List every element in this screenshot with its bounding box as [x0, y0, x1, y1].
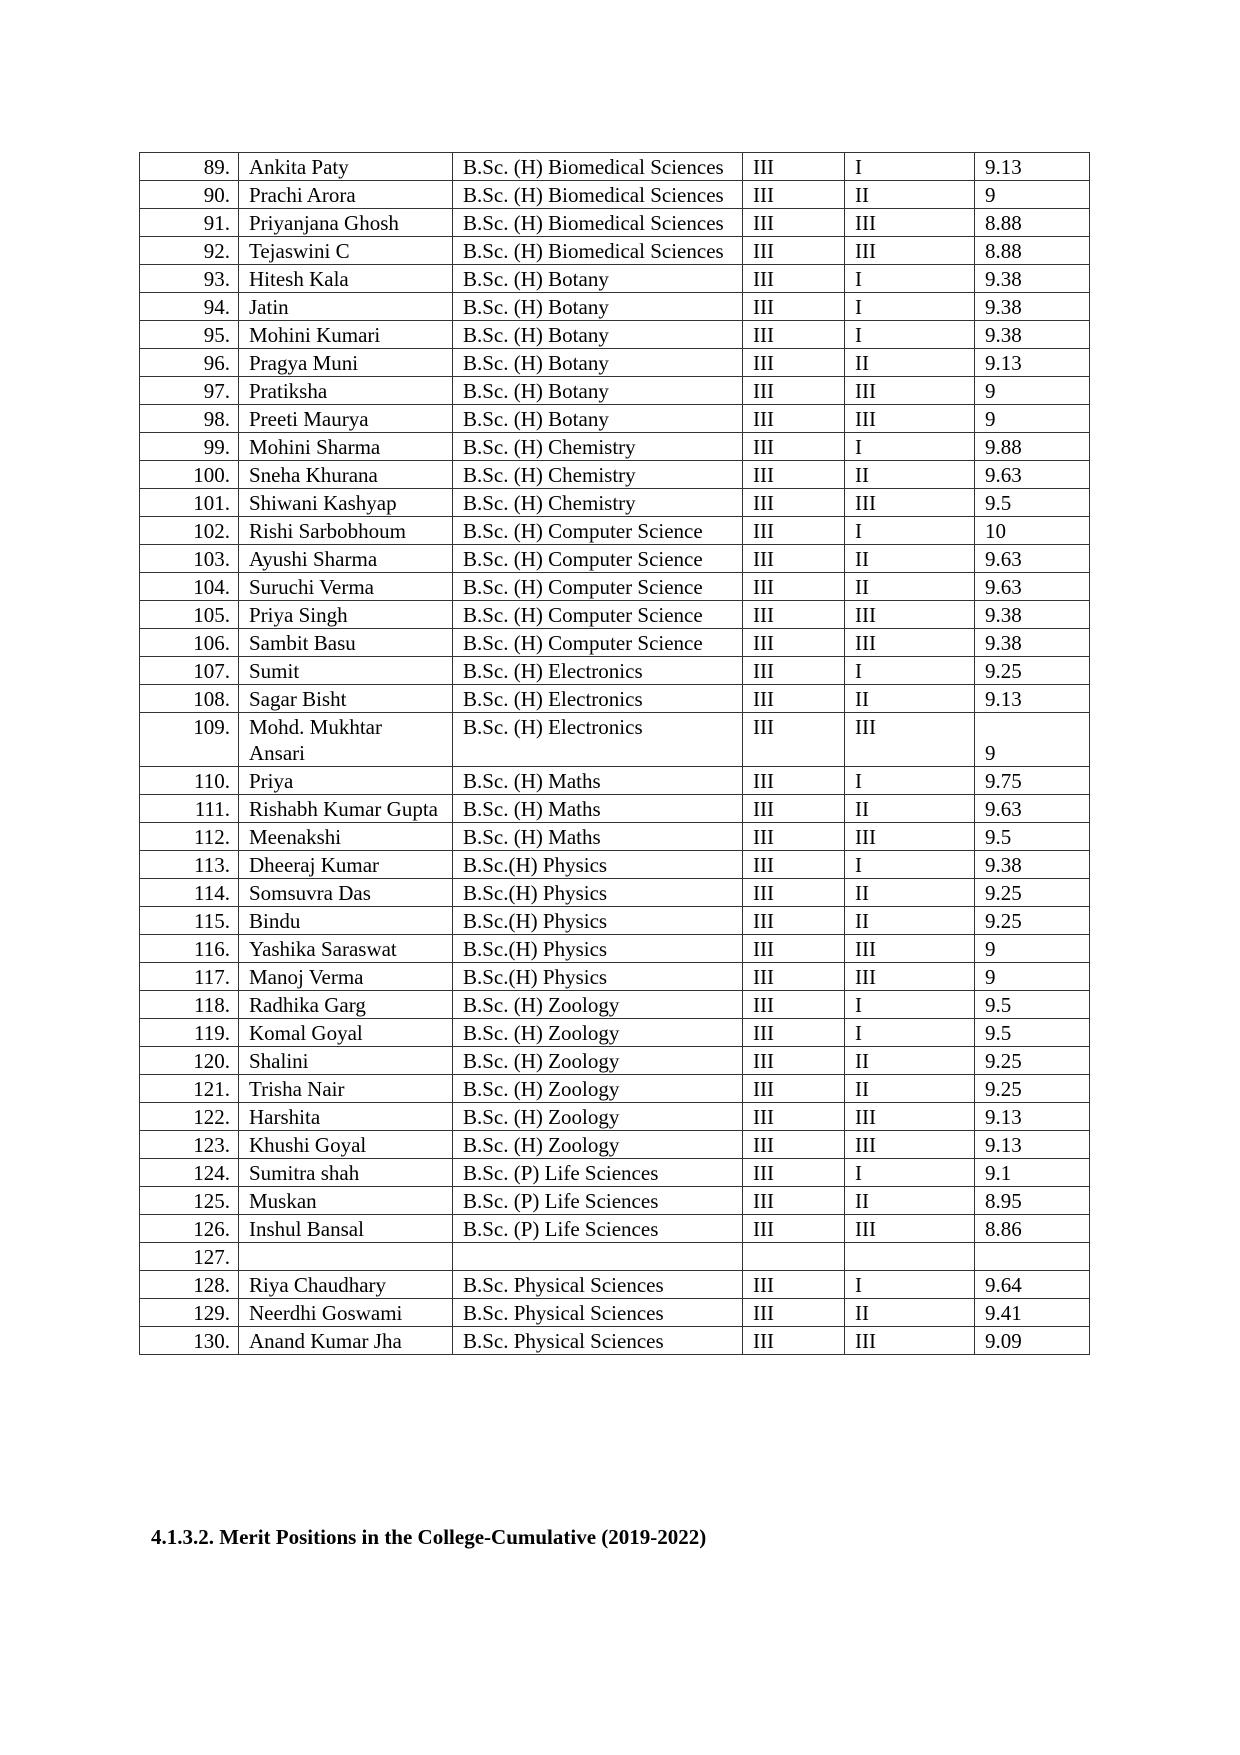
position-cell: III	[845, 1131, 975, 1159]
student-name-cell: Trisha Nair	[239, 1075, 453, 1103]
student-name-cell: Sagar Bisht	[239, 685, 453, 713]
table-row	[140, 1159, 1090, 1187]
score-cell: 9.09	[975, 1327, 1090, 1355]
student-name-cell: Khushi Goyal	[239, 1131, 453, 1159]
position-cell: III	[845, 713, 975, 767]
table-row	[140, 1187, 1090, 1215]
position-cell: II	[845, 181, 975, 209]
serial-number-cell: 105.	[140, 601, 239, 629]
year-cell: III	[743, 321, 845, 349]
position-cell: III	[845, 237, 975, 265]
serial-number-cell: 104.	[140, 573, 239, 601]
serial-number-cell: 106.	[140, 629, 239, 657]
score-cell: 9.63	[975, 795, 1090, 823]
position-cell	[845, 1243, 975, 1271]
serial-number-cell: 115.	[140, 907, 239, 935]
year-cell: III	[743, 293, 845, 321]
serial-number-cell: 90.	[140, 181, 239, 209]
student-name-cell: Riya Chaudhary	[239, 1271, 453, 1299]
position-cell: II	[845, 461, 975, 489]
score-cell: 9.13	[975, 685, 1090, 713]
course-cell: B.Sc. (H) Zoology	[453, 991, 743, 1019]
serial-number-cell: 96.	[140, 349, 239, 377]
year-cell: III	[743, 991, 845, 1019]
merit-table-body	[140, 153, 1090, 1355]
table-row	[140, 907, 1090, 935]
year-cell: III	[743, 517, 845, 545]
year-cell	[743, 1243, 845, 1271]
student-name-cell: Pratiksha	[239, 377, 453, 405]
year-cell: III	[743, 573, 845, 601]
table-row	[140, 153, 1090, 181]
score-cell: 9.5	[975, 489, 1090, 517]
course-cell: B.Sc. (H) Zoology	[453, 1047, 743, 1075]
course-cell: B.Sc. (H) Computer Science	[453, 545, 743, 573]
score-cell: 9.38	[975, 293, 1090, 321]
serial-number-cell: 129.	[140, 1299, 239, 1327]
serial-number-cell: 118.	[140, 991, 239, 1019]
student-name-cell: Shiwani Kashyap	[239, 489, 453, 517]
course-cell: B.Sc. (H) Zoology	[453, 1075, 743, 1103]
merit-table	[139, 152, 1090, 1355]
year-cell: III	[743, 489, 845, 517]
score-cell: 9.25	[975, 1047, 1090, 1075]
position-cell: I	[845, 321, 975, 349]
score-cell: 9.25	[975, 907, 1090, 935]
position-cell: II	[845, 795, 975, 823]
table-row	[140, 1047, 1090, 1075]
student-name-cell: Sambit Basu	[239, 629, 453, 657]
score-cell: 8.95	[975, 1187, 1090, 1215]
course-cell: B.Sc. (P) Life Sciences	[453, 1159, 743, 1187]
serial-number-cell: 130.	[140, 1327, 239, 1355]
score-cell: 9.13	[975, 1131, 1090, 1159]
student-name-cell: Rishabh Kumar Gupta	[239, 795, 453, 823]
table-row	[140, 293, 1090, 321]
student-name-cell: Ayushi Sharma	[239, 545, 453, 573]
position-cell: II	[845, 685, 975, 713]
student-name-cell: Mohd. Mukhtar Ansari	[239, 713, 453, 767]
year-cell: III	[743, 433, 845, 461]
position-cell: I	[845, 767, 975, 795]
table-row	[140, 1131, 1090, 1159]
serial-number-cell: 91.	[140, 209, 239, 237]
score-cell: 9.64	[975, 1271, 1090, 1299]
student-name-cell: Muskan	[239, 1187, 453, 1215]
student-name-cell: Dheeraj Kumar	[239, 851, 453, 879]
score-cell: 9	[975, 935, 1090, 963]
position-cell: III	[845, 1103, 975, 1131]
student-name-cell: Neerdhi Goswami	[239, 1299, 453, 1327]
score-cell: 9.5	[975, 991, 1090, 1019]
course-cell: B.Sc. (P) Life Sciences	[453, 1215, 743, 1243]
student-name-cell: Inshul Bansal	[239, 1215, 453, 1243]
score-cell: 10	[975, 517, 1090, 545]
table-row	[140, 181, 1090, 209]
position-cell: I	[845, 1159, 975, 1187]
year-cell: III	[743, 1215, 845, 1243]
table-row	[140, 237, 1090, 265]
position-cell: III	[845, 823, 975, 851]
student-name-cell: Suruchi Verma	[239, 573, 453, 601]
serial-number-cell: 95.	[140, 321, 239, 349]
serial-number-cell: 111.	[140, 795, 239, 823]
position-cell: III	[845, 963, 975, 991]
serial-number-cell: 107.	[140, 657, 239, 685]
student-name-cell: Sneha Khurana	[239, 461, 453, 489]
student-name-cell: Shalini	[239, 1047, 453, 1075]
course-cell: B.Sc. Physical Sciences	[453, 1299, 743, 1327]
year-cell: III	[743, 153, 845, 181]
student-name-cell: Priya	[239, 767, 453, 795]
position-cell: III	[845, 405, 975, 433]
position-cell: III	[845, 629, 975, 657]
score-cell: 8.86	[975, 1215, 1090, 1243]
score-cell: 9.13	[975, 1103, 1090, 1131]
year-cell: III	[743, 181, 845, 209]
table-row	[140, 517, 1090, 545]
course-cell: B.Sc.(H) Physics	[453, 851, 743, 879]
table-row	[140, 1327, 1090, 1355]
table-row	[140, 795, 1090, 823]
year-cell: III	[743, 349, 845, 377]
course-cell: B.Sc. (H) Electronics	[453, 657, 743, 685]
serial-number-cell: 113.	[140, 851, 239, 879]
table-row	[140, 1271, 1090, 1299]
student-name-cell: Mohini Kumari	[239, 321, 453, 349]
position-cell: I	[845, 153, 975, 181]
serial-number-cell: 97.	[140, 377, 239, 405]
serial-number-cell: 119.	[140, 1019, 239, 1047]
student-name-cell: Sumit	[239, 657, 453, 685]
score-cell: 9	[975, 713, 1090, 767]
course-cell: B.Sc.(H) Physics	[453, 907, 743, 935]
table-row	[140, 629, 1090, 657]
table-row	[140, 685, 1090, 713]
position-cell: I	[845, 293, 975, 321]
student-name-cell: Pragya Muni	[239, 349, 453, 377]
year-cell: III	[743, 1047, 845, 1075]
year-cell: III	[743, 1327, 845, 1355]
student-name-cell: Anand Kumar Jha	[239, 1327, 453, 1355]
table-row	[140, 321, 1090, 349]
year-cell: III	[743, 657, 845, 685]
serial-number-cell: 124.	[140, 1159, 239, 1187]
course-cell: B.Sc. (H) Computer Science	[453, 601, 743, 629]
score-cell: 9.63	[975, 461, 1090, 489]
table-row	[140, 1019, 1090, 1047]
section-heading: 4.1.3.2. Merit Positions in the College-Cumulative (2019-2022)	[151, 1525, 707, 1549]
table-row	[140, 545, 1090, 573]
serial-number-cell: 94.	[140, 293, 239, 321]
score-cell: 9.63	[975, 573, 1090, 601]
position-cell: II	[845, 545, 975, 573]
student-name-cell: Komal Goyal	[239, 1019, 453, 1047]
table-row	[140, 573, 1090, 601]
course-cell: B.Sc. (H) Computer Science	[453, 517, 743, 545]
year-cell: III	[743, 1187, 845, 1215]
course-cell: B.Sc. (H) Botany	[453, 405, 743, 433]
year-cell: III	[743, 823, 845, 851]
score-cell: 9	[975, 181, 1090, 209]
student-name-cell: Priyanjana Ghosh	[239, 209, 453, 237]
course-cell: B.Sc. (H) Zoology	[453, 1131, 743, 1159]
position-cell: I	[845, 1019, 975, 1047]
table-row	[140, 657, 1090, 685]
position-cell: I	[845, 517, 975, 545]
score-cell: 9.25	[975, 879, 1090, 907]
course-cell	[453, 1243, 743, 1271]
serial-number-cell: 125.	[140, 1187, 239, 1215]
student-name-cell: Sumitra shah	[239, 1159, 453, 1187]
year-cell: III	[743, 601, 845, 629]
position-cell: II	[845, 907, 975, 935]
score-cell: 8.88	[975, 237, 1090, 265]
serial-number-cell: 93.	[140, 265, 239, 293]
table-row	[140, 851, 1090, 879]
course-cell: B.Sc. (H) Biomedical Sciences	[453, 237, 743, 265]
year-cell: III	[743, 795, 845, 823]
score-cell: 9	[975, 377, 1090, 405]
score-cell: 9.1	[975, 1159, 1090, 1187]
serial-number-cell: 116.	[140, 935, 239, 963]
course-cell: B.Sc. (H) Maths	[453, 795, 743, 823]
student-name-cell: Jatin	[239, 293, 453, 321]
table-row	[140, 601, 1090, 629]
course-cell: B.Sc.(H) Physics	[453, 935, 743, 963]
score-cell: 9.5	[975, 1019, 1090, 1047]
score-cell: 9.38	[975, 851, 1090, 879]
score-cell: 9.88	[975, 433, 1090, 461]
year-cell: III	[743, 1271, 845, 1299]
table-row	[140, 209, 1090, 237]
student-name-cell: Ankita Paty	[239, 153, 453, 181]
table-row	[140, 879, 1090, 907]
serial-number-cell: 126.	[140, 1215, 239, 1243]
score-cell: 9.5	[975, 823, 1090, 851]
table-row	[140, 767, 1090, 795]
score-cell: 9.25	[975, 1075, 1090, 1103]
year-cell: III	[743, 237, 845, 265]
position-cell: II	[845, 573, 975, 601]
year-cell: III	[743, 209, 845, 237]
course-cell: B.Sc.(H) Physics	[453, 879, 743, 907]
score-cell: 8.88	[975, 209, 1090, 237]
table-row	[140, 1075, 1090, 1103]
year-cell: III	[743, 963, 845, 991]
table-row	[140, 349, 1090, 377]
student-name-cell: Harshita	[239, 1103, 453, 1131]
course-cell: B.Sc. (H) Computer Science	[453, 629, 743, 657]
student-name-cell: Rishi Sarbobhoum	[239, 517, 453, 545]
course-cell: B.Sc. (H) Zoology	[453, 1019, 743, 1047]
course-cell: B.Sc. (H) Botany	[453, 321, 743, 349]
serial-number-cell: 99.	[140, 433, 239, 461]
course-cell: B.Sc. (H) Computer Science	[453, 573, 743, 601]
student-name-cell: Prachi Arora	[239, 181, 453, 209]
table-row	[140, 1103, 1090, 1131]
student-name-cell: Manoj Verma	[239, 963, 453, 991]
score-cell: 9.63	[975, 545, 1090, 573]
position-cell: II	[845, 1187, 975, 1215]
position-cell: II	[845, 1299, 975, 1327]
student-name-cell: Hitesh Kala	[239, 265, 453, 293]
year-cell: III	[743, 935, 845, 963]
serial-number-cell: 108.	[140, 685, 239, 713]
course-cell: B.Sc. (H) Chemistry	[453, 433, 743, 461]
year-cell: III	[743, 1075, 845, 1103]
serial-number-cell: 89.	[140, 153, 239, 181]
course-cell: B.Sc. (H) Botany	[453, 349, 743, 377]
position-cell: III	[845, 377, 975, 405]
serial-number-cell: 123.	[140, 1131, 239, 1159]
position-cell: I	[845, 1271, 975, 1299]
year-cell: III	[743, 1299, 845, 1327]
serial-number-cell: 110.	[140, 767, 239, 795]
serial-number-cell: 98.	[140, 405, 239, 433]
position-cell: III	[845, 1327, 975, 1355]
course-cell: B.Sc. (H) Botany	[453, 377, 743, 405]
table-row	[140, 377, 1090, 405]
student-name-cell: Mohini Sharma	[239, 433, 453, 461]
score-cell: 9.38	[975, 265, 1090, 293]
serial-number-cell: 117.	[140, 963, 239, 991]
serial-number-cell: 92.	[140, 237, 239, 265]
year-cell: III	[743, 629, 845, 657]
table-row	[140, 1299, 1090, 1327]
course-cell: B.Sc. (H) Maths	[453, 767, 743, 795]
table-row	[140, 433, 1090, 461]
position-cell: III	[845, 489, 975, 517]
course-cell: B.Sc. Physical Sciences	[453, 1327, 743, 1355]
serial-number-cell: 112.	[140, 823, 239, 851]
position-cell: III	[845, 935, 975, 963]
serial-number-cell: 103.	[140, 545, 239, 573]
student-name-cell	[239, 1243, 453, 1271]
position-cell: I	[845, 657, 975, 685]
score-cell: 9.75	[975, 767, 1090, 795]
table-row	[140, 461, 1090, 489]
year-cell: III	[743, 545, 845, 573]
score-cell: 9	[975, 963, 1090, 991]
score-cell: 9.13	[975, 349, 1090, 377]
serial-number-cell: 114.	[140, 879, 239, 907]
serial-number-cell: 101.	[140, 489, 239, 517]
score-cell: 9.13	[975, 153, 1090, 181]
student-name-cell: Yashika Saraswat	[239, 935, 453, 963]
course-cell: B.Sc. (H) Zoology	[453, 1103, 743, 1131]
table-row	[140, 265, 1090, 293]
year-cell: III	[743, 767, 845, 795]
course-cell: B.Sc. Physical Sciences	[453, 1271, 743, 1299]
course-cell: B.Sc. (H) Electronics	[453, 713, 743, 767]
course-cell: B.Sc. (H) Electronics	[453, 685, 743, 713]
year-cell: III	[743, 377, 845, 405]
serial-number-cell: 122.	[140, 1103, 239, 1131]
student-name-cell: Radhika Garg	[239, 991, 453, 1019]
table-row	[140, 489, 1090, 517]
position-cell: I	[845, 851, 975, 879]
table-row	[140, 405, 1090, 433]
score-cell: 9.41	[975, 1299, 1090, 1327]
position-cell: III	[845, 209, 975, 237]
table-row	[140, 823, 1090, 851]
course-cell: B.Sc. (H) Chemistry	[453, 461, 743, 489]
position-cell: III	[845, 1215, 975, 1243]
student-name-cell: Priya Singh	[239, 601, 453, 629]
table-row	[140, 963, 1090, 991]
table-row	[140, 1243, 1090, 1271]
table-row	[140, 713, 1090, 767]
student-name-cell: Preeti Maurya	[239, 405, 453, 433]
score-cell: 9.38	[975, 601, 1090, 629]
student-name-cell: Meenakshi	[239, 823, 453, 851]
course-cell: B.Sc. (H) Biomedical Sciences	[453, 153, 743, 181]
student-name-cell: Bindu	[239, 907, 453, 935]
table-row	[140, 991, 1090, 1019]
serial-number-cell: 121.	[140, 1075, 239, 1103]
course-cell: B.Sc. (H) Biomedical Sciences	[453, 181, 743, 209]
year-cell: III	[743, 713, 845, 767]
year-cell: III	[743, 907, 845, 935]
year-cell: III	[743, 265, 845, 293]
course-cell: B.Sc. (H) Chemistry	[453, 489, 743, 517]
year-cell: III	[743, 461, 845, 489]
course-cell: B.Sc. (P) Life Sciences	[453, 1187, 743, 1215]
serial-number-cell: 128.	[140, 1271, 239, 1299]
position-cell: II	[845, 1075, 975, 1103]
serial-number-cell: 102.	[140, 517, 239, 545]
year-cell: III	[743, 1019, 845, 1047]
course-cell: B.Sc.(H) Physics	[453, 963, 743, 991]
year-cell: III	[743, 685, 845, 713]
score-cell: 9.38	[975, 321, 1090, 349]
year-cell: III	[743, 1131, 845, 1159]
table-row	[140, 1215, 1090, 1243]
score-cell: 9.38	[975, 629, 1090, 657]
course-cell: B.Sc. (H) Botany	[453, 265, 743, 293]
course-cell: B.Sc. (H) Botany	[453, 293, 743, 321]
student-name-cell: Somsuvra Das	[239, 879, 453, 907]
student-name-cell: Tejaswini C	[239, 237, 453, 265]
serial-number-cell: 109.	[140, 713, 239, 767]
year-cell: III	[743, 851, 845, 879]
score-cell: 9	[975, 405, 1090, 433]
position-cell: III	[845, 601, 975, 629]
course-cell: B.Sc. (H) Biomedical Sciences	[453, 209, 743, 237]
position-cell: II	[845, 879, 975, 907]
position-cell: I	[845, 991, 975, 1019]
position-cell: I	[845, 433, 975, 461]
serial-number-cell: 100.	[140, 461, 239, 489]
score-cell: 9.25	[975, 657, 1090, 685]
position-cell: I	[845, 265, 975, 293]
year-cell: III	[743, 879, 845, 907]
position-cell: II	[845, 1047, 975, 1075]
year-cell: III	[743, 405, 845, 433]
serial-number-cell: 127.	[140, 1243, 239, 1271]
year-cell: III	[743, 1103, 845, 1131]
year-cell: III	[743, 1159, 845, 1187]
course-cell: B.Sc. (H) Maths	[453, 823, 743, 851]
serial-number-cell: 120.	[140, 1047, 239, 1075]
score-cell	[975, 1243, 1090, 1271]
position-cell: II	[845, 349, 975, 377]
table-row	[140, 935, 1090, 963]
